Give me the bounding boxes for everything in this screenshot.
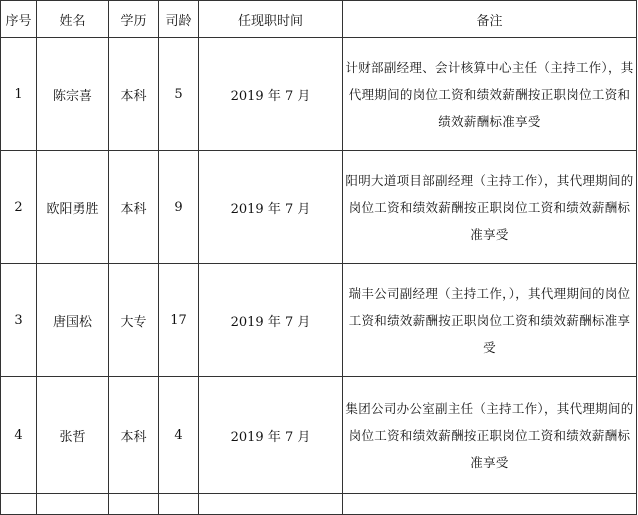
cell-note: 集团公司办公室副主任（主持工作），其代理期间的岗位工资和绩效薪酬按正职岗位工资和绩效薪酬标准享受	[343, 377, 637, 494]
cell-appointment-date: 2019 年 7 月	[199, 38, 343, 151]
cell-note: 瑞丰公司副经理（主持工作，），其代理期间的岗位工资和绩效薪酬按正职岗位工资和绩效薪酬标准享受	[343, 264, 637, 377]
cell-seq: 2	[1, 151, 37, 264]
header-appointment-date: 任现职时间	[199, 1, 343, 38]
cell-name: 欧阳勇胜	[37, 151, 109, 264]
cell-note: 计财部副经理、会计核算中心主任（主持工作），其代理期间的岗位工资和绩效薪酬按正职岗位工资和绩效薪酬标准享受	[343, 38, 637, 151]
cell-appointment-date: 2019 年 7 月	[199, 377, 343, 494]
table-row	[1, 38, 637, 151]
cell-tenure: 4	[159, 377, 199, 494]
cell-education: 本科	[109, 151, 159, 264]
header-note: 备注	[343, 1, 637, 38]
cell-name: 张哲	[37, 377, 109, 494]
cell-tenure: 9	[159, 151, 199, 264]
cell-note: 阳明大道项目部副经理（主持工作），其代理期间的岗位工资和绩效薪酬按正职岗位工资和绩效薪酬标准享受	[343, 151, 637, 264]
cell-seq: 3	[1, 264, 37, 377]
cell-education: 本科	[109, 377, 159, 494]
cell-empty	[343, 494, 637, 515]
cell-name: 陈宗喜	[37, 38, 109, 151]
header-seq: 序号	[1, 1, 37, 38]
table-row	[1, 264, 637, 377]
cell-empty	[109, 494, 159, 515]
cell-education: 本科	[109, 38, 159, 151]
cell-tenure: 17	[159, 264, 199, 377]
cell-seq: 4	[1, 377, 37, 494]
cell-empty	[37, 494, 109, 515]
cell-name: 唐国松	[37, 264, 109, 377]
cell-empty	[199, 494, 343, 515]
cell-tenure: 5	[159, 38, 199, 151]
table-row	[1, 377, 637, 494]
cell-empty	[159, 494, 199, 515]
header-tenure: 司龄	[159, 1, 199, 38]
cell-seq: 1	[1, 38, 37, 151]
cell-appointment-date: 2019 年 7 月	[199, 264, 343, 377]
cell-education: 大专	[109, 264, 159, 377]
header-name: 姓名	[37, 1, 109, 38]
table-row-partial	[1, 494, 637, 515]
header-education: 学历	[109, 1, 159, 38]
cell-appointment-date: 2019 年 7 月	[199, 151, 343, 264]
table-row	[1, 151, 637, 264]
header-row	[1, 1, 637, 38]
cell-empty	[1, 494, 37, 515]
